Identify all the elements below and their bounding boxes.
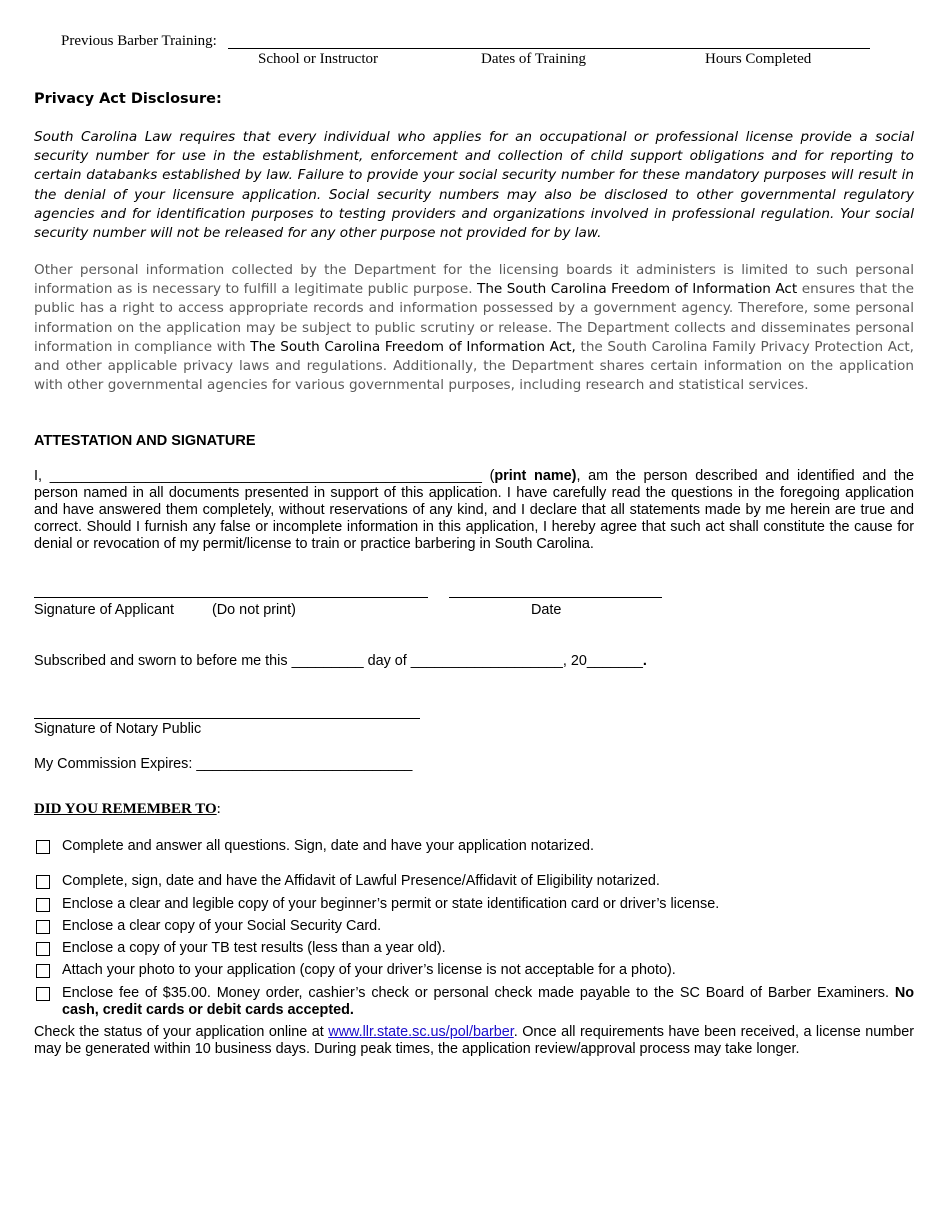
foia-reference-1: The South Carolina Freedom of Information Act (477, 281, 798, 298)
checklist-item (34, 962, 914, 980)
checklist-item (34, 873, 914, 891)
checklist-item (34, 985, 914, 1021)
privacy-other-part1: Other personal information collected by the Department for the licensing boards it administers is limited to such personal information as is necessary to fulfill a legitimate public purpose. (34, 262, 914, 298)
barber-website-link[interactable]: www.llr.state.sc.us/pol/barber (328, 1024, 514, 1040)
checkbox[interactable] (36, 840, 50, 854)
privacy-other-part2: ensures that the public has a right to access appropriate records and information possessed by a government agency. Therefore, some personal information on the application may be subject to public scrutiny or release. The Department collects and disseminates personal information in compliance with (34, 281, 914, 355)
commission-expires-field[interactable]: My Commission Expires: ___________________________ (34, 756, 413, 772)
previous-training-label: Previous Barber Training: (61, 33, 217, 49)
hours-completed-label: Hours Completed (705, 51, 812, 67)
privacy-ssn-paragraph: South Carolina Law requires that every individual who applies for an occupational or professional license provide a social security number for use in the establishment, enforcement and collection of child support obligations and for reporting to certain databanks established by law. Failure to provide your social security number for these mandatory purposes will result in the denial of your licensure application. Social security numbers may also be disclosed to other governmental regulatory agencies and for identification purposes to testing providers and organizations involved in professional regulation. Your social security number will not be released for any other purpose not provided for by law. (34, 129, 914, 242)
attestation-paragraph (34, 468, 914, 553)
do-not-print-note: (Do not print) (212, 602, 296, 618)
attestation-body-text: , am the person described and identified and the person named in all documents presented in support of this application. I have carefully read the questions in the foregoing application and have answered them completely, without reservations of any kind, and I declare that all statements made by me herein are true and correct. Should I furnish any false or incomplete information in this application, I hereby agree that such act shall constitute the cause for denial or revocation of my permit/license to train or practice barbering in South Carolina. (34, 468, 915, 552)
checklist-heading-text: DID YOU REMEMBER TO (34, 801, 217, 817)
checkbox[interactable] (36, 964, 50, 978)
privacy-other-info-paragraph (34, 261, 914, 395)
privacy-heading: Privacy Act Disclosure: (34, 91, 222, 107)
checklist-item-text: Enclose a clear and legible copy of your beginner’s permit or state identification card or driver’s license. (62, 896, 720, 912)
checklist-heading-colon: : (216, 801, 221, 817)
foia-reference-2: The South Carolina Freedom of Information Act, (250, 338, 576, 355)
print-name-field[interactable]: I, ______________________________________________________ ( (34, 468, 495, 484)
checkbox[interactable] (36, 920, 50, 934)
notary-signature-line[interactable] (34, 718, 420, 719)
checklist-item (34, 940, 914, 958)
status-prefix: Check the status of your application online at (34, 1024, 329, 1040)
school-or-instructor-label: School or Instructor (258, 51, 378, 67)
applicant-signature-line[interactable] (34, 597, 428, 598)
attestation-heading: ATTESTATION AND SIGNATURE (34, 433, 256, 449)
status-paragraph (34, 1024, 914, 1058)
sworn-period: . (642, 653, 647, 669)
sworn-statement[interactable] (34, 653, 647, 669)
checklist-item (34, 918, 914, 936)
fee-text: Enclose fee of $35.00. Money order, cashier’s check or personal check made payable to the SC Board of Barber Examiners. (62, 985, 895, 1001)
checklist-item (34, 838, 914, 856)
checkbox[interactable] (36, 875, 50, 889)
status-suffix: . Once all requirements have been received, a license number may be generated within 10 business days. During peak times, the application review/approval process may take longer. (34, 1024, 914, 1057)
checklist-item (34, 896, 914, 914)
checkbox[interactable] (36, 987, 50, 1001)
date-line[interactable] (449, 597, 662, 598)
previous-training-line[interactable] (228, 48, 870, 49)
fee-payment-note: No cash, credit cards or debit cards accepted. (62, 985, 914, 1018)
checkbox[interactable] (36, 898, 50, 912)
checklist-item-text: Attach your photo to your application (copy of your driver’s license is not acceptable for a photo). (62, 962, 676, 978)
sworn-text: Subscribed and sworn to before me this _________ day of ___________________, 20_______ (34, 653, 643, 669)
checklist-heading (34, 801, 221, 818)
dates-of-training-label: Dates of Training (481, 51, 586, 67)
checklist-item-text: Enclose a clear copy of your Social Security Card. (62, 918, 382, 934)
previous-training-row (61, 33, 217, 50)
privacy-other-part3: the South Carolina Family Privacy Protection Act, and other applicable privacy laws and regulations. Additionally, the Department shares certain information on the application with other governmental agencies for various governmental purposes, including research and statistical services. (34, 338, 914, 394)
print-name-label: print name) (494, 468, 577, 484)
checklist-item-text (62, 985, 914, 1019)
date-label: Date (531, 602, 562, 618)
checkbox[interactable] (36, 942, 50, 956)
applicant-signature-label: Signature of Applicant (34, 602, 175, 618)
checklist-item-text: Enclose a copy of your TB test results (less than a year old). (62, 940, 446, 956)
checklist-item-text: Complete and answer all questions. Sign, date and have your application notarized. (62, 838, 594, 854)
notary-signature-label: Signature of Notary Public (34, 721, 202, 737)
checklist-item-text: Complete, sign, date and have the Affidavit of Lawful Presence/Affidavit of Eligibility notarized. (62, 873, 660, 889)
